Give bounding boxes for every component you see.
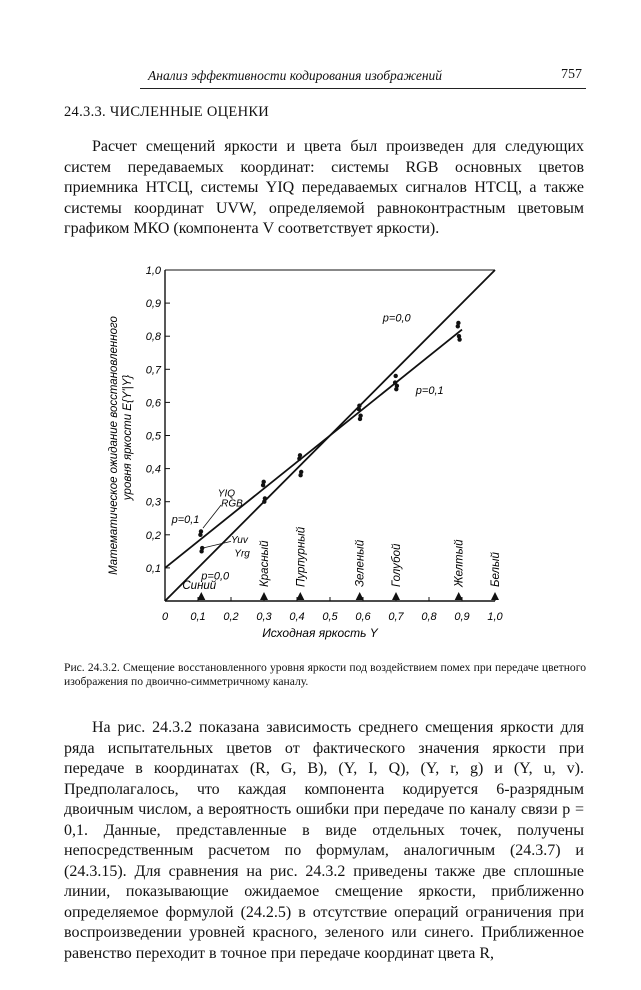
- color-marker-0: [197, 592, 205, 600]
- x-tick-label: 0,4: [289, 611, 305, 623]
- y-tick-label: 0,1: [145, 562, 161, 575]
- y-tick-label: 0,4: [145, 463, 161, 476]
- chart-lines: [165, 270, 495, 601]
- y-tick-label: 0,2: [145, 529, 161, 542]
- point-YIQ: [456, 321, 460, 325]
- y-tick-label: 0,3: [145, 496, 161, 509]
- x-tick-label: 0,8: [421, 611, 437, 623]
- point-YIQ: [262, 480, 266, 484]
- chart-points: [198, 321, 462, 554]
- line-label: p=0,1: [171, 514, 200, 527]
- series-annotation: RGB: [221, 498, 243, 510]
- point-YIQ: [199, 529, 203, 533]
- paragraph-discussion: На рис. 24.3.2 показана зависимость среднего смещения яркости для ряда испытательных цветов от фактического значения яркости при передаче в координатах (R, G, B), (Y, I, Q), (Y, r, g) и (Y, u, v). Предполагалось, что каждая компонента кодируется 6-разрядным двоичным числом, а вероятность ошибки при передаче по каналу связи p = 0,1. Данные, представленные в виде отдельных точек, получены непосредственным расчетом по формулам, аналогичным (24.3.7) и (24.3.15). Для сравнения на рис. 24.3.2 приведены также две сплошные линии, показывающие ожидаемое смещение яркости, приближенно определяемое формулой (24.2.5) в отсутствие операций ограничения при воспроизведении уровней красного, зеленого или синего. Приближенное равенство переходит в точное при передаче координат цвета R,: [64, 719, 584, 962]
- y-tick-label: 0,5: [145, 430, 161, 443]
- color-marker-5: [455, 592, 463, 600]
- figure-chart: [100, 258, 540, 648]
- y-axis-label-line2: уровня яркости E{Y'|Y}: [122, 374, 134, 501]
- x-tick-label: 0,2: [223, 611, 239, 623]
- x-tick-label: 0,6: [355, 611, 371, 623]
- point-YIQ: [394, 374, 398, 378]
- chart-ticks: [146, 265, 504, 623]
- point-Yuv: [299, 470, 303, 474]
- color-marker-4: [392, 592, 400, 600]
- point-Yuv: [457, 337, 461, 341]
- point-Yuv: [263, 496, 267, 500]
- color-label: Голубой: [391, 543, 403, 587]
- color-label: Белый: [490, 552, 502, 587]
- color-label: Желтый: [453, 539, 466, 587]
- y-axis-label-line1: Математическое ожидание восстановленного: [108, 316, 120, 575]
- figure-caption: Рис. 24.3.2. Смещение восстановленного уровня яркости под воздействием помех при передаче цветного изображения по двоично-симметричному каналу.: [64, 661, 586, 688]
- line-label: p=0,1: [415, 385, 444, 398]
- y-tick-label: 0,6: [145, 397, 161, 410]
- x-tick-label: 0,7: [388, 611, 404, 623]
- section-title: 24.3.3. ЧИСЛЕННЫЕ ОЦЕНКИ: [64, 104, 270, 120]
- color-label: Красный: [259, 540, 271, 587]
- x-tick-label: 0,1: [190, 611, 206, 623]
- x-tick-label: 0,5: [322, 611, 338, 623]
- paragraph-intro: Расчет смещений яркости и цвета был произведен для следующих систем передаваемых координат: системы RGB основных цветов приемника НТСЦ, системы YIQ передаваемых сигналов НТСЦ, а также системы координат UVW, определяемой равноконтрастным цветовым графиком МКО (компонента V соответствует яркости).: [64, 138, 584, 237]
- series-annotation: Yrg: [234, 548, 250, 560]
- series-annotation: YIQ: [217, 488, 236, 500]
- page-number: 757: [561, 67, 582, 82]
- x-tick-label: 1,0: [487, 611, 503, 623]
- color-marker-1: [260, 592, 268, 600]
- x-tick-label: 0,9: [454, 611, 470, 623]
- color-label: Синий: [182, 580, 217, 592]
- running-title: Анализ эффективности кодирования изображений: [148, 68, 443, 83]
- line-label: p=0,0: [201, 570, 230, 583]
- chart-labels: [108, 312, 502, 640]
- line-label: p=0,0: [382, 312, 411, 325]
- y-tick-label: 0,8: [145, 331, 161, 344]
- color-marker-3: [356, 592, 364, 600]
- color-marker-6: [491, 592, 499, 600]
- line-p-0-1: [165, 330, 462, 568]
- annotation-leader: [203, 541, 231, 548]
- point-Yuv: [395, 384, 399, 388]
- color-label: Пурпурный: [295, 526, 308, 587]
- point-Yuv: [358, 413, 362, 417]
- point-YIQ: [298, 453, 302, 457]
- x-tick-label: 0,3: [256, 611, 272, 623]
- y-tick-label: 0,7: [145, 364, 161, 377]
- running-header: [140, 66, 586, 89]
- series-annotation: Yuv: [231, 535, 248, 547]
- color-marker-2: [296, 592, 304, 600]
- x-axis-label: Исходная яркость Y: [262, 626, 378, 640]
- y-tick-label: 0,9: [145, 298, 161, 311]
- color-label: Зеленый: [354, 539, 367, 587]
- chart-color-markers: [197, 592, 499, 600]
- point-Yuv: [200, 546, 204, 550]
- x-tick-label: 0: [161, 611, 169, 623]
- point-YIQ: [357, 404, 361, 408]
- y-tick-label: 1,0: [145, 265, 161, 277]
